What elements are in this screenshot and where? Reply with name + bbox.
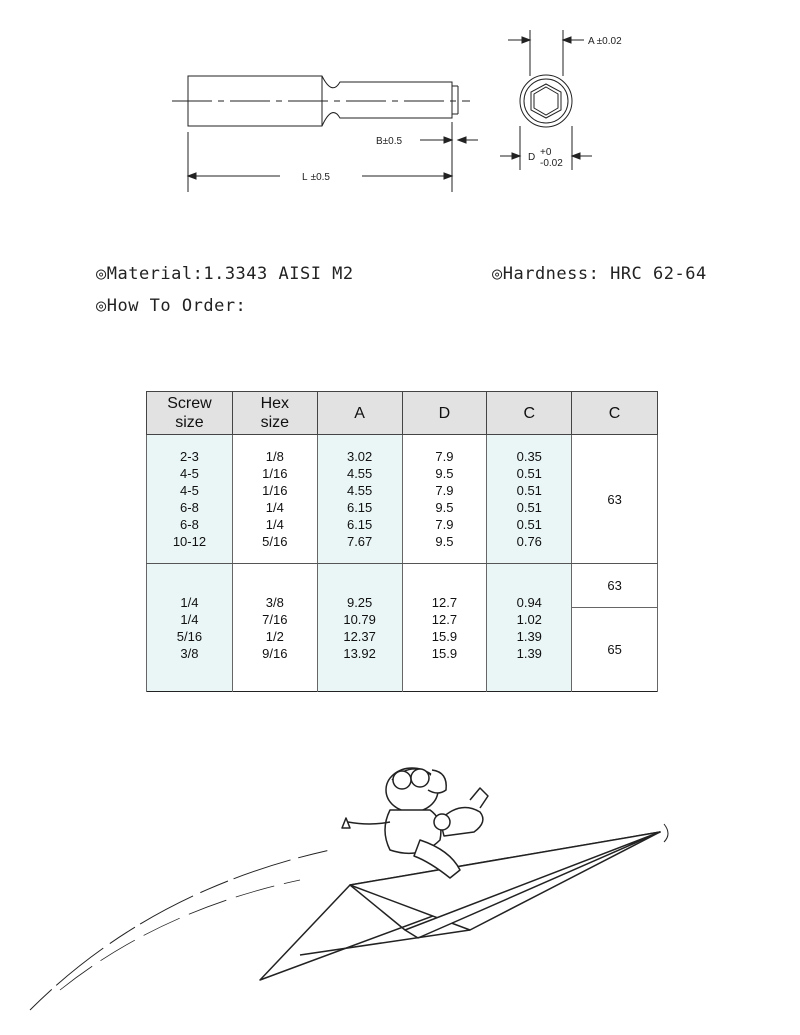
cell-value: 7.67 xyxy=(346,534,373,549)
table-row-group-2 xyxy=(147,564,658,608)
cell-value: 6-8 xyxy=(180,500,199,515)
cell-value: 4.55 xyxy=(346,466,373,481)
cell-value: 13.92 xyxy=(343,645,376,661)
cell-value: 9.5 xyxy=(435,466,454,481)
cell-a xyxy=(317,564,402,692)
cell-value: 0.51 xyxy=(516,483,542,498)
cell-value: 0.35 xyxy=(516,449,542,464)
cell-value: 1/8 xyxy=(265,449,284,464)
cell-c2-bottom: 65 xyxy=(572,608,658,692)
cell-value: 1/4 xyxy=(180,594,199,610)
paper-airplane-illustration xyxy=(0,740,800,1030)
cell-c2: 63 xyxy=(572,435,658,564)
cell-c xyxy=(487,435,572,564)
cell-c2-top: 63 xyxy=(572,564,658,608)
dim-d-label: D xyxy=(528,152,536,163)
cell-value: 1.39 xyxy=(516,645,542,661)
header-screw-size: Screw size xyxy=(147,392,233,435)
header-hex-size: Hex size xyxy=(232,392,317,435)
dim-a-label: A ±0.02 xyxy=(588,36,622,47)
header-c2: C xyxy=(572,392,658,435)
cell-value: 1/4 xyxy=(180,611,199,627)
cell-value: 1/4 xyxy=(265,517,284,532)
cell-value: 1.39 xyxy=(516,628,542,644)
cell-value: 1.02 xyxy=(516,611,542,627)
cell-value: 7.9 xyxy=(435,517,454,532)
cell-value: 7/16 xyxy=(262,611,288,627)
cell-value: 5/16 xyxy=(262,534,288,549)
dim-d-lower: -0.02 xyxy=(540,158,563,169)
cell-value: 15.9 xyxy=(431,628,458,644)
cell-value: 5/16 xyxy=(176,628,203,644)
header-d: D xyxy=(402,392,487,435)
cell-value: 7.9 xyxy=(435,449,454,464)
cell-value: 3/8 xyxy=(180,645,199,661)
cell-value: 3.02 xyxy=(346,449,373,464)
cell-value: 1/2 xyxy=(265,628,284,644)
cell-value: 6.15 xyxy=(346,500,373,515)
cell-screw-size xyxy=(147,564,233,692)
cell-d xyxy=(402,435,487,564)
cell-value: 3/8 xyxy=(265,594,284,610)
cell-value: 1/16 xyxy=(262,483,288,498)
header-a: A xyxy=(317,392,402,435)
table-header-row xyxy=(147,392,658,435)
cell-value: 15.9 xyxy=(431,645,458,661)
cell-value: 9.5 xyxy=(435,534,454,549)
dim-d-upper: +0 xyxy=(540,147,552,158)
cell-value: 10-12 xyxy=(172,534,207,549)
cell-hex-size xyxy=(232,564,317,692)
dim-b-label: B±0.5 xyxy=(376,136,403,147)
cell-value: 6.15 xyxy=(346,517,373,532)
hardness-spec: ◎Hardness: HRC 62-64 xyxy=(492,264,707,284)
cell-value: 7.9 xyxy=(435,483,454,498)
cell-value: 10.79 xyxy=(343,611,376,627)
cell-value: 12.37 xyxy=(343,628,376,644)
cell-a xyxy=(317,435,402,564)
cell-value: 0.51 xyxy=(516,500,542,515)
cell-value: 0.51 xyxy=(516,466,542,481)
cell-c xyxy=(487,564,572,692)
cell-value: 2-3 xyxy=(180,449,199,464)
cell-hex-size xyxy=(232,435,317,564)
cell-value: 4.55 xyxy=(346,483,373,498)
cell-value: 0.51 xyxy=(516,517,542,532)
table-row-group-1 xyxy=(147,435,658,564)
cell-value: 6-8 xyxy=(180,517,199,532)
cell-value: 4-5 xyxy=(180,483,199,498)
dim-l-label: L ±0.5 xyxy=(302,172,330,183)
cell-value: 0.76 xyxy=(516,534,542,549)
cell-value: 1/4 xyxy=(265,500,284,515)
cell-value: 0.94 xyxy=(516,594,542,610)
cell-value: 12.7 xyxy=(431,594,458,610)
material-spec: ◎Material:1.3343 AISI M2 xyxy=(96,264,354,284)
cell-d xyxy=(402,564,487,692)
how-to-order: ◎How To Order: xyxy=(96,296,247,316)
header-c: C xyxy=(487,392,572,435)
cell-value: 9.5 xyxy=(435,500,454,515)
cell-value: 12.7 xyxy=(431,611,458,627)
technical-drawing xyxy=(0,0,800,240)
cell-value: 9.25 xyxy=(346,594,373,610)
cell-screw-size xyxy=(147,435,233,564)
cell-value: 9/16 xyxy=(262,645,288,661)
spec-table xyxy=(146,391,658,692)
cell-value: 1/16 xyxy=(262,466,288,481)
cell-value: 4-5 xyxy=(180,466,199,481)
